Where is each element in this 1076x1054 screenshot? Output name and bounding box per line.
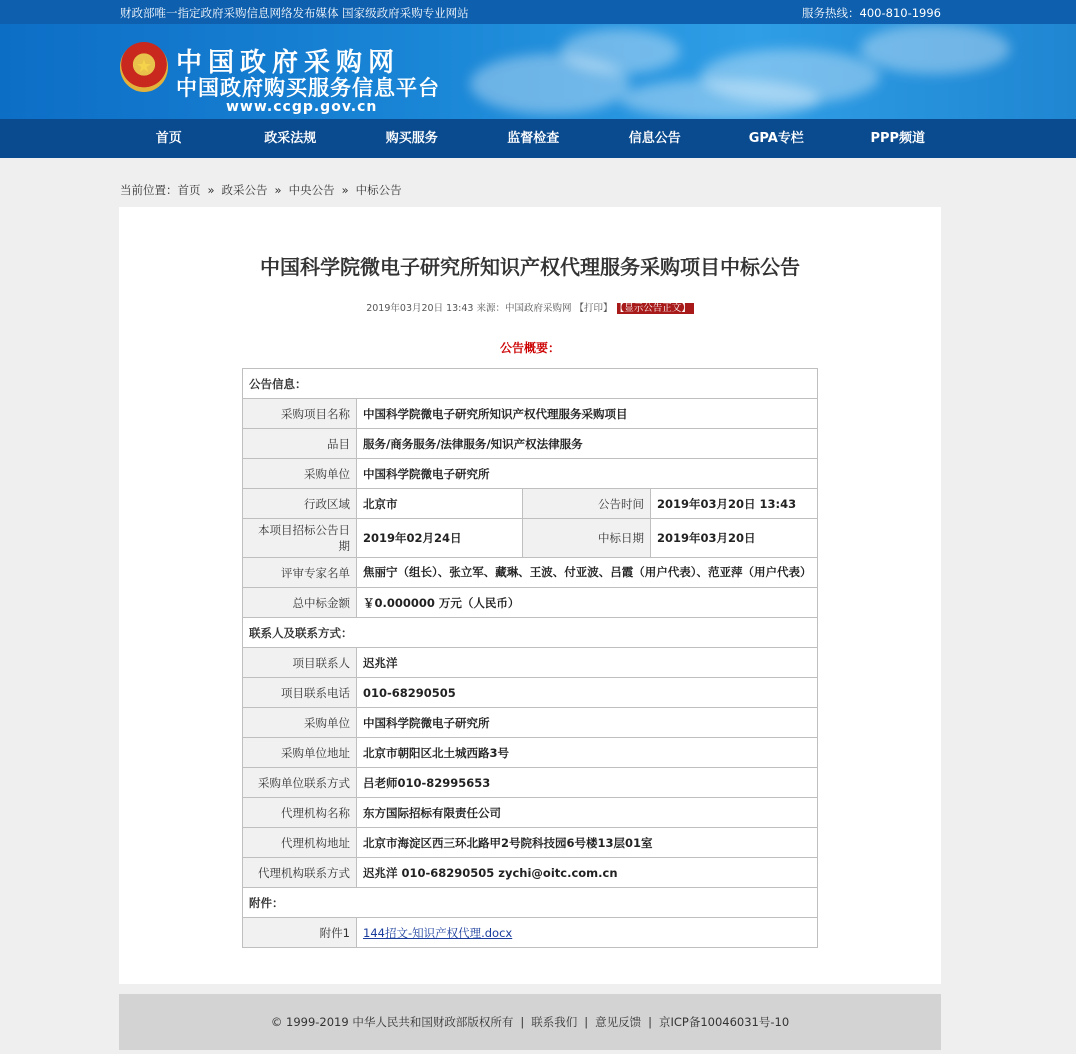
table-row: [243, 738, 818, 768]
table-row: [243, 918, 818, 948]
table-row: [243, 519, 818, 558]
field-label: 采购项目名称: [243, 399, 357, 429]
field-label: 本项目招标公告日期: [243, 519, 357, 558]
announcement-table: [242, 368, 818, 948]
article-panel: [119, 207, 941, 984]
table-row: [243, 798, 818, 828]
field-value: 服务/商务服务/法律服务/知识产权法律服务: [357, 429, 818, 459]
nav-item-supervision[interactable]: 监督检查: [507, 131, 560, 146]
table-row: [243, 459, 818, 489]
nav-item-announcements[interactable]: 信息公告: [628, 131, 681, 146]
table-row: [243, 768, 818, 798]
field-label: 总中标金额: [243, 588, 357, 618]
table-row: [243, 888, 818, 918]
show-content-button[interactable]: 【显示公告正文】: [617, 303, 694, 314]
nav-item-home[interactable]: 首页: [155, 131, 182, 146]
breadcrumb-prefix: 当前位置：: [120, 183, 178, 197]
field-value: 迟兆洋: [357, 648, 818, 678]
site-logo-subtitle: 中国政府购买服务信息平台: [176, 76, 440, 100]
table-row: [243, 708, 818, 738]
breadcrumb-sep: »: [207, 183, 215, 197]
footer-icp-link[interactable]: 京ICP备10046031号-10: [658, 1015, 790, 1029]
footer-feedback-link[interactable]: 意见反馈: [595, 1015, 642, 1029]
field-label: 采购单位地址: [243, 738, 357, 768]
field-value: 中国科学院微电子研究所: [357, 708, 818, 738]
footer: © 1999-2019 中华人民共和国财政部版权所有 | 联系我们 | 意见反馈 | 京ICP备10046031号-10: [119, 994, 941, 1050]
field-label: 代理机构名称: [243, 798, 357, 828]
nav-item-purchase-services[interactable]: 购买服务: [385, 131, 438, 146]
field-value: 吕老师010-82995653: [357, 768, 818, 798]
field-label: 评审专家名单: [243, 558, 357, 588]
footer-copyright: © 1999-2019 中华人民共和国财政部版权所有: [270, 1015, 514, 1029]
service-hotline: 服务热线：400-810-1996: [802, 6, 941, 20]
field-label: 行政区域: [243, 489, 357, 519]
breadcrumb: [120, 182, 402, 198]
field-value: 2019年03月20日: [651, 519, 818, 558]
table-row: [243, 618, 818, 648]
breadcrumb-item[interactable]: 首页: [177, 183, 201, 197]
main-nav: [0, 119, 1076, 158]
breadcrumb-item[interactable]: 中央公告: [288, 183, 335, 197]
field-value: 北京市海淀区西三环北路甲2号院科技园6号楼13层01室: [357, 828, 818, 858]
section-header: 联系人及联系方式：: [243, 618, 818, 648]
breadcrumb-sep: »: [274, 183, 282, 197]
table-row: [243, 399, 818, 429]
field-value: 中国科学院微电子研究所: [357, 459, 818, 489]
table-row: [243, 558, 818, 588]
field-label: 采购单位联系方式: [243, 768, 357, 798]
field-value: ￥0.000000 万元（人民币）: [357, 588, 818, 618]
section-header: 公告信息：: [243, 369, 818, 399]
table-row: [243, 858, 818, 888]
article-meta: [119, 300, 941, 314]
field-label: 项目联系人: [243, 648, 357, 678]
nav-item-regulations[interactable]: 政采法规: [264, 131, 317, 146]
field-label: 中标日期: [523, 519, 651, 558]
field-label: 附件1: [243, 918, 357, 948]
table-row: [243, 489, 818, 519]
table-row: [243, 828, 818, 858]
field-value: 2019年03月20日 13:43: [651, 489, 818, 519]
field-label: 代理机构联系方式: [243, 858, 357, 888]
table-row: [243, 369, 818, 399]
field-value: 东方国际招标有限责任公司: [357, 798, 818, 828]
nav-item-gpa[interactable]: GPA专栏: [748, 131, 804, 146]
field-label: 采购单位: [243, 459, 357, 489]
header-banner: [0, 24, 1076, 119]
breadcrumb-item[interactable]: 中标公告: [355, 183, 402, 197]
table-row: [243, 588, 818, 618]
field-value: 中国科学院微电子研究所知识产权代理服务采购项目: [357, 399, 818, 429]
attachment-link[interactable]: 144招文-知识产权代理.docx: [363, 925, 513, 940]
article-meta-text: 2019年03月20日 13:43 来源：中国政府采购网 【打印】: [366, 303, 613, 314]
field-value: 010-68290505: [357, 678, 818, 708]
table-row: [243, 678, 818, 708]
field-value: 焦丽宁（组长）、张立军、藏琳、王波、付亚波、吕霞（用户代表）、范亚萍（用户代表）: [357, 558, 818, 588]
section-header: 附件：: [243, 888, 818, 918]
field-label: 品目: [243, 429, 357, 459]
field-label: 公告时间: [523, 489, 651, 519]
attachment-cell: [357, 918, 818, 948]
top-bar-slogan: 财政部唯一指定政府采购信息网络发布媒体 国家级政府采购专业网站: [120, 6, 469, 20]
footer-contact-link[interactable]: 联系我们: [531, 1015, 578, 1029]
page-title: 中国科学院微电子研究所知识产权代理服务采购项目中标公告: [260, 255, 800, 279]
field-value: 2019年02月24日: [357, 519, 523, 558]
field-value: 北京市: [357, 489, 523, 519]
field-value: 迟兆洋 010-68290505 zychi@oitc.com.cn: [357, 858, 818, 888]
field-label: 代理机构地址: [243, 828, 357, 858]
field-value: 北京市朝阳区北土城西路3号: [357, 738, 818, 768]
site-logo-title[interactable]: 中国政府采购网: [176, 48, 401, 78]
breadcrumb-item[interactable]: 政采公告: [221, 183, 268, 197]
site-logo-url: www.ccgp.gov.cn: [226, 99, 378, 115]
nav-item-ppp[interactable]: PPP频道: [870, 131, 926, 146]
top-bar: [0, 0, 1076, 24]
field-label: 采购单位: [243, 708, 357, 738]
field-label: 项目联系电话: [243, 678, 357, 708]
breadcrumb-sep: »: [341, 183, 349, 197]
table-row: [243, 648, 818, 678]
table-row: [243, 429, 818, 459]
national-emblem-icon: ★: [120, 42, 168, 92]
summary-heading: 公告概要：: [499, 341, 560, 355]
